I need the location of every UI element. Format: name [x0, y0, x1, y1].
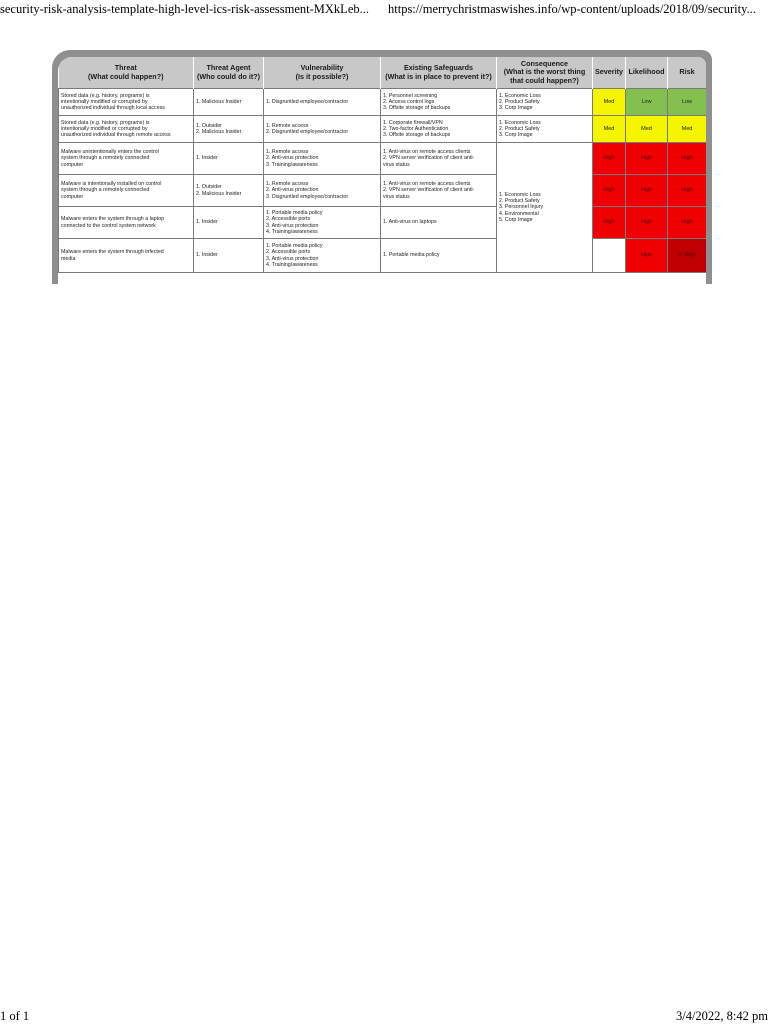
col-header-threat: Threat (What could happen?) [59, 57, 194, 89]
likelihood-rating: Low [626, 89, 668, 116]
risk-assessment-table [58, 57, 706, 273]
table-header-row [59, 57, 707, 89]
table-row [59, 143, 707, 175]
safeguards-cell: 1. Anti-virus on remote access clients 2. VPN server verification of client anti- virus status [381, 175, 497, 207]
severity-rating: High [593, 175, 626, 207]
severity-rating: Med [593, 116, 626, 143]
risk-rating: High [668, 175, 707, 207]
vulnerability-cell: 1. Portable media policy 2. Accessible ports 3. Anti-virus protection 4. Training/awareness [264, 207, 381, 239]
severity-rating: High [593, 207, 626, 239]
risk-rating: Low [668, 89, 707, 116]
threat-cell: Malware is intentionally installed on control system through a remotely connected computer [59, 175, 194, 207]
threat-agent-cell: 1. Insider [194, 143, 264, 175]
severity-rating: High [593, 143, 626, 175]
col-header-severity: Severity [593, 57, 626, 89]
col-header-existing-safeguards: Existing Safeguards (What is in place to prevent it?) [381, 57, 497, 89]
safeguards-cell: 1. Portable media policy [381, 239, 497, 273]
print-footer-page: 1 of 1 [0, 1009, 30, 1023]
consequence-cell: 1. Economic Loss 2. Product Safety 3. Corp Image [497, 116, 593, 143]
threat-agent-cell: 1. Malicious Insider [194, 89, 264, 116]
likelihood-rating: High [626, 175, 668, 207]
severity-rating: Med [593, 89, 626, 116]
threat-cell: Stored data (e.g. history, programs) is intentionally modified or corrupted by unauthorized individual through remote access [59, 116, 194, 143]
col-header-likelihood: Likelihood [626, 57, 668, 89]
risk-rating: Med [668, 116, 707, 143]
safeguards-cell: 1. Corporate firewall/VPN 2. Two-factor Authentication 3. Offsite storage of backups [381, 116, 497, 143]
vulnerability-cell: 1. Disgruntled employee/contractor [264, 89, 381, 116]
table-row [59, 239, 707, 273]
spreadsheet-area [58, 57, 706, 284]
col-header-risk: Risk [668, 57, 707, 89]
threat-agent-cell: 1. Insider [194, 207, 264, 239]
table-row [59, 207, 707, 239]
table-row [59, 175, 707, 207]
threat-cell: Malware enters the system through a laptop connected to the control system network [59, 207, 194, 239]
vulnerability-cell: 1. Portable media policy 2. Accessible ports 3. Anti-virus protection 4. Training/awareness [264, 239, 381, 273]
print-header-url: https://merrychristmaswishes.info/wp-content/uploads/2018/09/security... [388, 2, 756, 16]
col-header-vulnerability: Vulnerability (Is it possible?) [264, 57, 381, 89]
likelihood-rating: Med [626, 116, 668, 143]
threat-agent-cell: 1. Outsider 2. Malicious Insider [194, 175, 264, 207]
table-row [59, 89, 707, 116]
threat-cell: Stored data (e.g. history, programs) is intentionally modified or corrupted by unauthorized individual through local access [59, 89, 194, 116]
threat-cell: Malware enters the system through infected media [59, 239, 194, 273]
threat-agent-cell: 1. Insider [194, 239, 264, 273]
safeguards-cell: 1. Anti-virus on remote access clients 2. VPN server verification of client anti- virus status [381, 143, 497, 175]
vulnerability-cell: 1. Remote access 2. Anti-virus protection 3. Disgruntled employee/contractor [264, 175, 381, 207]
severity-rating: High [626, 239, 668, 273]
col-header-threat-agent: Threat Agent (Who could do it?) [194, 57, 264, 89]
print-header-title: security-risk-analysis-template-high-level-ics-risk-assessment-MXkLeb... [0, 2, 369, 16]
likelihood-rating: V. High [668, 239, 707, 273]
safeguards-cell: 1. Personnel screening 2. Access control logs 3. Offsite storage of backups [381, 89, 497, 116]
col-header-consequence: Consequence (What is the worst thing that could happen?) [497, 57, 593, 89]
risk-rating: High [668, 207, 707, 239]
consequence-merged-cell: 1. Economic Loss 2. Product Safety 3. Personnel Injury 4. Environmental 5. Corp Image [497, 143, 593, 273]
likelihood-rating: High [626, 143, 668, 175]
risk-rating: High [668, 143, 707, 175]
safeguards-cell: 1. Anti-virus on laptops [381, 207, 497, 239]
threat-agent-cell: 1. Outsider 2. Malicious Insider [194, 116, 264, 143]
consequence-empty-cell [593, 239, 626, 273]
threat-cell: Malware unintentionally enters the control system through a remotely connected computer [59, 143, 194, 175]
consequence-cell: 1. Economic Loss 2. Product Safety 3. Corp Image [497, 89, 593, 116]
spreadsheet-image-frame [52, 50, 712, 284]
vulnerability-cell: 1. Remote access 2. Disgruntled employee/contractor [264, 116, 381, 143]
vulnerability-cell: 1. Remote access 2. Anti-virus protection 3. Training/awareness [264, 143, 381, 175]
table-row [59, 116, 707, 143]
likelihood-rating: High [626, 207, 668, 239]
print-footer-datetime: 3/4/2022, 8:42 pm [675, 1009, 768, 1023]
